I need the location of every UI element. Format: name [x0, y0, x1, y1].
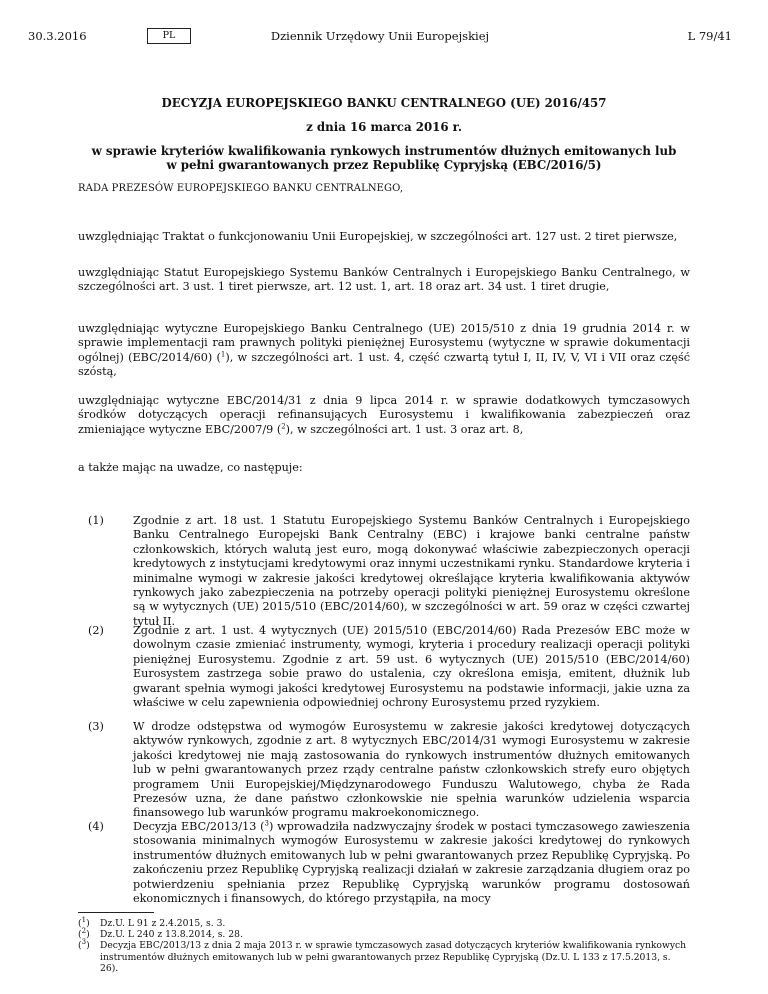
recital-1: [78, 514, 690, 629]
recital-number: (2): [88, 624, 104, 637]
footnote-text: Dz.U. L 91 z 2.4.2015, s. 3.: [100, 918, 226, 929]
recital-2: [78, 624, 690, 710]
footnotes: [78, 915, 690, 974]
recital-text: Zgodnie z art. 1 ust. 4 wytycznych (UE) 2015/510 (EBC/2014/60) Rada Prezesów EBC może w dowolnym czasie zmieniać instrumenty, wymogi, kryteria i procedury realizacji operacji polityki pieniężnej Eurosystemu. Zgodnie z art. 59 ust. 6 wytycznych (UE) 2015/510 (EBC/2014/60) Eurosystem zastrzega sobie prawo do ustalenia, czy określona emisja, emitent, dłużnik lub gwarant spełnia wymogi jakości kredytowej Eurosystemu na podstawie informacji, jakie uzna za właściwe w celu zapewnienia odpowiedniej ochrony Eurosystemu przed ryzykiem.: [133, 624, 690, 710]
recital-4: [78, 820, 690, 906]
publication-date: 30.3.2016: [28, 29, 87, 43]
citation-text: ), w szczególności art. 1 ust. 4, część czwartą tytuł I, II, IV, V, VI i VII oraz część szóstą,: [78, 350, 690, 379]
citation-treaty: uwzględniając Traktat o funkcjonowaniu Unii Europejskiej, w szczególności art. 127 ust. 2 tiret pierwsze,: [78, 230, 678, 243]
footnote-number: 2: [81, 927, 87, 936]
footnote-mark: ($^2$): [78, 927, 90, 941]
recital-number: (4): [88, 820, 104, 833]
recital-text-part: Decyzja EBC/2013/13 (: [133, 820, 265, 833]
footnote-3: [78, 940, 690, 974]
citation-guideline-2014-31: [78, 394, 690, 437]
decision-date: z dnia 16 marca 2016 r.: [306, 120, 462, 134]
document-title: [90, 96, 678, 172]
footnote-ref[interactable]: 3: [264, 819, 270, 828]
council-heading: RADA PREZESÓW EUROPEJSKIEGO BANKU CENTRALNEGO,: [78, 183, 404, 194]
whereas-intro: a także mając na uwadze, co następuje:: [78, 461, 303, 474]
citation-text: ), w szczególności art. 1 ust. 3 oraz art. 8,: [285, 422, 524, 436]
journal-name: Dziennik Urzędowy Unii Europejskiej: [270, 29, 490, 43]
language-badge: PL: [147, 28, 191, 44]
recital-text: W drodze odstępstwa od wymogów Eurosystemu w zakresie jakości kredytowej dotyczących aktywów rynkowych, zgodnie z art. 8 wytycznych EBC/2014/31 wymogi Eurosystemu w zakresie jakości kredytowej nie mają zastosowania do rynkowych instrumentów dłużnych emitowanych lub w pełni gwarantowanych przez rządy centralne państw członkowskich strefy euro objętych programem Unii Europejskiej/Międzynarodowego Funduszu Walutowego, chyba że Rada Prezesów uzna, że dane państwo członkowskie nie spełnia warunków udzielenia wsparcia finansowego lub warunków programu makroekonomicznego.: [133, 720, 690, 820]
recital-text: [133, 820, 690, 906]
footnote-number: 3: [81, 938, 87, 947]
citation-statute: uwzględniając Statut Europejskiego Systemu Banków Centralnych i Europejskiego Banku Centralnego, w szczególności art. 3 ust. 1 tiret pierwsze, art. 12 ust. 1, art. 18 oraz art. 34 ust. 1 tiret drugie,: [78, 266, 690, 294]
footnote-1: [78, 915, 690, 929]
footnote-mark: ($^1$): [78, 915, 90, 929]
decision-title: DECYZJA EUROPEJSKIEGO BANKU CENTRALNEGO (UE) 2016/457: [161, 96, 607, 110]
citation-guideline-2015-510: [78, 322, 690, 380]
decision-subject: w sprawie kryteriów kwalifikowania rynkowych instrumentów dłużnych emitowanych lub w pełni gwarantowanych przez Republikę Cypryjską (EBC/2016/5): [91, 144, 677, 172]
citation-text: uwzględniając wytyczne EBC/2014/31 z dnia 9 lipca 2014 r. w sprawie dodatkowych tymczasowych środków dotyczących operacji refinansujących Eurosystemu i kwalifikowania zabezpieczeń oraz zmieniające wytyczne EBC/2007/9 (: [78, 394, 690, 436]
page-header: [28, 29, 732, 49]
footnote-separator: [78, 912, 154, 913]
footnote-ref[interactable]: 1: [220, 350, 226, 359]
footnote-ref[interactable]: 2: [281, 422, 286, 431]
recital-number: (3): [88, 720, 104, 733]
recital-text: Zgodnie z art. 18 ust. 1 Statutu Europejskiego Systemu Banków Centralnych i Europejskiego Banku Centralnego Europejski Bank Centralny (EBC) i krajowe banki centralne państw członkowskich, których walutą jest euro, mogą dokonywać właściwie zabezpieczonych operacji kredytowych z instytucjami kredytowymi oraz innymi uczestnikami rynku. Standardowe kryteria i minimalne wymogi w zakresie jakości kredytowej określające kryteria kwalifikowania aktywów rynkowych jako zabezpieczenia na potrzeby operacji polityki pieniężnej Eurosystemu określone są w wytycznych (UE) 2015/510 (EBC/2014/60), w szczególności w art. 59 oraz w części czwartej tytuł II.: [133, 514, 690, 628]
recital-text-part: ) wprowadziła nadzwyczajny środek w postaci tymczasowego zawieszenia stosowania minimalnych wymogów Eurosystemu w zakresie jakości kredytowej do rynkowych instrumentów dłużnych emitowanych lub w pełni gwarantowanych przez Republikę Cypryjską. Po zakończeniu przez Republikę Cypryjską realizacji działań w zakresie zarządzania długiem oraz po potwierdzeniu spełniania przez Republikę Cypryjską warunków programu dostosowań ekonomicznych i finansowych, do którego przystąpiła, na mocy: [133, 820, 690, 906]
footnote-2: [78, 929, 690, 940]
footnote-text: Decyzja EBC/2013/13 z dnia 2 maja 2013 r. w sprawie tymczasowych zasad dotyczących kryteriów kwalifikowania rynkowych instrumentów dłużnych emitowanych lub w pełni gwarantowanych przez Republikę Cypryjską (Dz.U. L 133 z 17.5.2013, s. 26).: [100, 940, 687, 974]
footnote-mark: ($^3$): [78, 938, 90, 952]
citation-text: uwzględniając wytyczne Europejskiego Banku Centralnego (UE) 2015/510 z dnia 19 grudnia 2014 r. w sprawie implementacji ram prawnych polityki pieniężnej Eurosystemu (wytyczne w sprawie dokumentacji ogólnej) (EBC/2014/60) (: [78, 322, 690, 364]
recital-3: [78, 720, 690, 821]
footnote-text: Dz.U. L 240 z 13.8.2014, s. 28.: [100, 929, 243, 941]
page-reference: L 79/41: [687, 29, 732, 43]
footnote-number: 1: [81, 915, 87, 924]
recital-number: (1): [88, 514, 104, 527]
